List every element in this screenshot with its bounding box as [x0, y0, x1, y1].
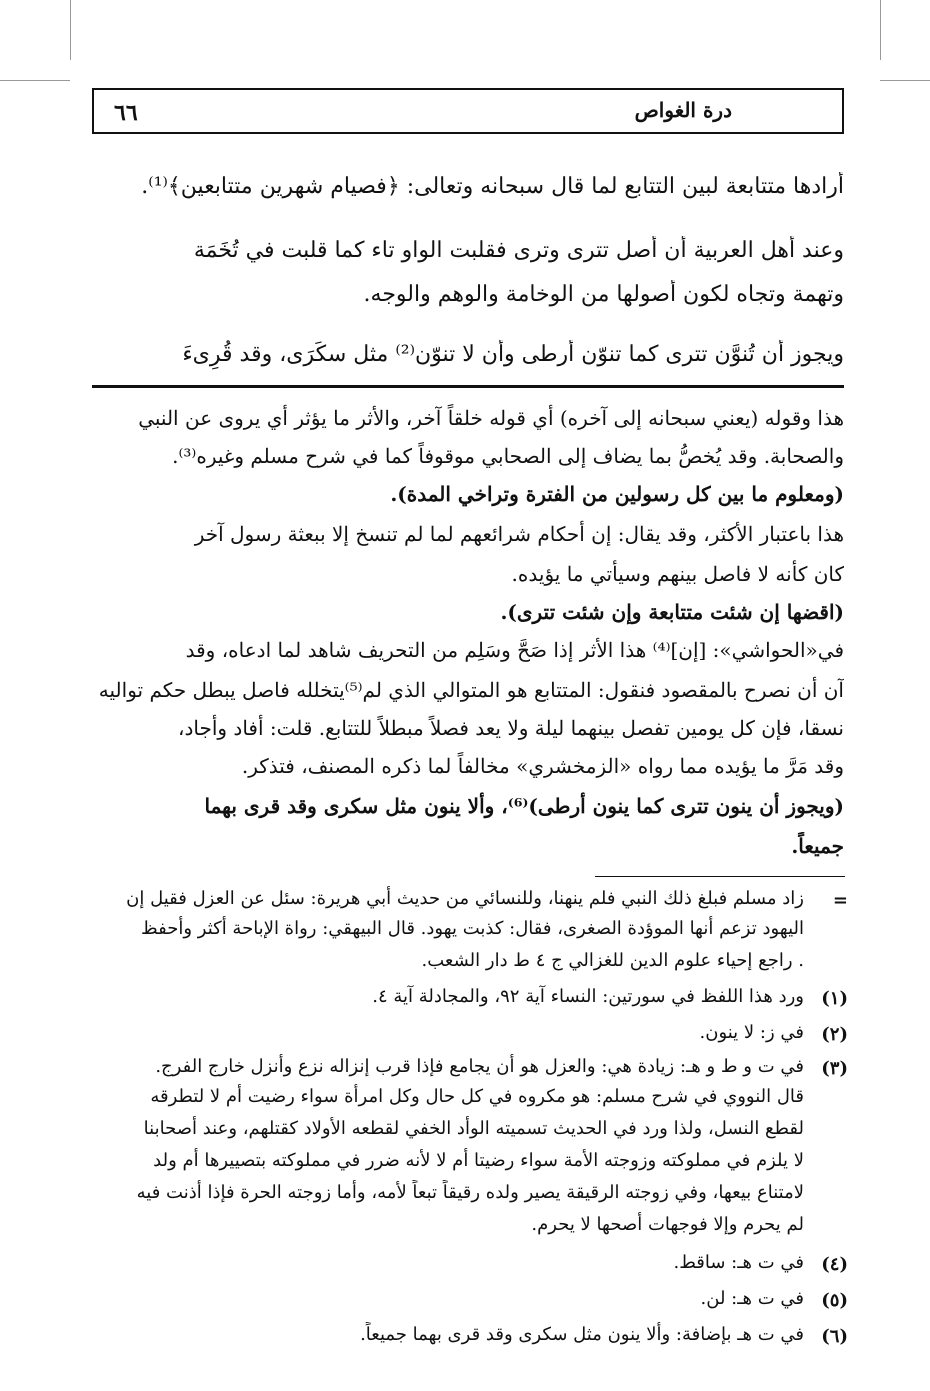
footnote-line: اليهود تزعم أنها الموؤدة الصغرى، فقال: كذبت يهود. قال البيهقي: رواة الإباحة أكثر وأحفظ — [141, 918, 804, 939]
crop-mark — [0, 80, 70, 81]
commentary-heading: (اقضها إن شئت متتابعة وإن شئت تترى). — [500, 600, 844, 624]
footnote-line: لامتناع بيعها، وفي زوجته الرقيقة يصير ولده رقيقاً تبعاً لأمه، وأما زوجته الحرة فإذا أذنت فيه — [136, 1182, 804, 1203]
commentary-line: (ويجوز أن ينون تترى كما ينون أرطى)⁽⁶⁾، وألا ينون مثل سكرى وقد قرى بهما — [204, 794, 844, 818]
commentary-line: كان كأنه لا فاصل بينهم وسيأتي ما يؤيده. — [511, 562, 844, 586]
main-line: أرادها متتابعة لبين التتابع لما قال سبحانه وتعالى: ﴿فصيام شهرين متتابعين﴾⁽¹⁾. — [141, 174, 844, 199]
footnote-number: (٥) — [821, 1290, 848, 1311]
footnote-line: لم يحرم وإلا فوجهات أصحها لا يحرم. — [531, 1214, 804, 1235]
footnote-number: (٦) — [821, 1326, 848, 1347]
footnote-number: (٣) — [821, 1058, 848, 1079]
footnote-line: في ت و ط و هـ: زيادة هي: والعزل هو أن يجامع فإذا قرب إنزاله نزع وأنزل خارج الفرج. — [155, 1056, 804, 1077]
section-divider — [92, 385, 844, 388]
commentary-line: آن أن نصرح بالمقصود فنقول: المتتابع هو المتوالي الذي لم⁽⁵⁾يتخلله فاصل يبطل حكم تواليه — [98, 678, 844, 702]
page-number: ٦٦ — [114, 100, 138, 126]
footnote-line: في ت هـ: ساقط. — [673, 1252, 804, 1273]
footnote-number: (٤) — [821, 1254, 848, 1275]
page-title: درة الغواص — [634, 98, 732, 122]
footnote-line: في ت هـ: لن. — [700, 1288, 804, 1309]
footnote-line: لا يلزم في مملوكته وزوجته الأمة سواء رضيتا أم لا لأنه ضرر في مملوكته بتصييرها أم ولد — [153, 1150, 804, 1171]
crop-mark — [880, 0, 881, 60]
footnote-line: لقطع النسل، ولذا ورد في الحديث تسميته الوأد الخفي لقطعه الأولاد كقتلهم، وعند أصحابنا — [143, 1118, 804, 1139]
footnote-line: . راجع إحياء علوم الدين للغزالي ج ٤ ط دار الشعب. — [421, 950, 804, 971]
page-header — [92, 88, 844, 134]
footnote-line: في ز: لا ينون. — [699, 1022, 804, 1043]
commentary-line: نسقا، فإن كل يومين تفصل بينهما ليلة ولا يعد فصلاً مبطلاً للتتابع. قلت: أفاد وأجاد، — [178, 716, 844, 740]
footnote-divider — [595, 876, 845, 877]
commentary-line: والصحابة. وقد يُخصُّ بما يضاف إلى الصحابي موقوفاً كما في شرح مسلم وغيره⁽³⁾. — [172, 444, 844, 468]
commentary-line: في«الحواشي»: [إن]⁽⁴⁾ هذا الأثر إذا صَحَّ وسَلِم من التحريف شاهد لما ادعاه، وقد — [185, 638, 844, 662]
main-line: ويجوز أن تُنوَّن تترى كما تنوّن أرطى وأن لا تنوّن⁽²⁾ مثل سكَرَى، وقد قُرِىءَ — [182, 342, 844, 367]
commentary-heading: (ومعلوم ما بين كل رسولين من الفترة وتراخي المدة). — [390, 482, 844, 506]
commentary-line: هذا وقوله (يعني سبحانه إلى آخره) أي قوله خلقاً آخر، والأثر ما يؤثر أي يروى عن النبي — [138, 406, 844, 430]
footnote-marker: = — [832, 890, 848, 911]
crop-mark — [70, 0, 71, 60]
main-line: وتهمة وتجاه لكون أصولها من الوخامة والوهم والوجه. — [363, 282, 844, 307]
commentary-line: هذا باعتبار الأكثر، وقد يقال: إن أحكام شرائعهم لما لم تنسخ إلا ببعثة رسول آخر — [194, 522, 844, 546]
footnote-line: في ت هـ بإضافة: وألا ينون مثل سكرى وقد قرى بهما جميعاً. — [360, 1324, 804, 1345]
footnote-line: ورد هذا اللفظ في سورتين: النساء آية ٩٢، والمجادلة آية ٤. — [372, 986, 804, 1007]
main-line: وعند أهل العربية أن أصل تترى وترى فقلبت الواو تاء كما قلبت في تُخَمَة — [193, 238, 844, 263]
footnote-number: (٢) — [821, 1024, 848, 1045]
footnote-line: قال النووي في شرح مسلم: هو مكروه في كل حال وكل امرأة سواء رضيت أم لا لتطرقه — [150, 1086, 804, 1107]
crop-mark — [880, 80, 930, 81]
commentary-line: جميعاً. — [791, 834, 844, 858]
footnote-number: (١) — [821, 988, 848, 1009]
footnote-line: زاد مسلم فبلغ ذلك النبي فلم ينهنا، وللنسائي من حديث أبي هريرة: سئل عن العزل فقيل إن — [126, 888, 804, 909]
commentary-line: وقد مَرَّ ما يؤيده مما رواه «الزمخشري» مخالفاً لما ذكره المصنف، فتذكر. — [241, 754, 844, 778]
